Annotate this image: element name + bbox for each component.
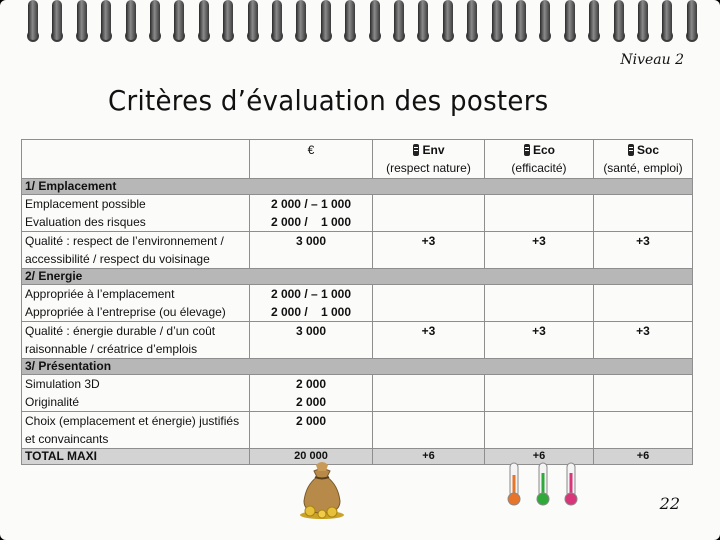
criteria-line: Choix (emplacement et énergie) justifiés et convaincants <box>25 414 240 446</box>
header-env <box>373 140 485 179</box>
criteria-text <box>22 375 250 412</box>
eco-value <box>485 195 594 232</box>
criteria-row <box>22 285 693 322</box>
euro-value <box>250 232 373 269</box>
total-euro: 20 000 <box>250 449 373 465</box>
euro-line: 2 000 / – 1 000 <box>270 197 352 211</box>
eco-value <box>485 412 594 449</box>
thermometer-icon <box>412 144 420 160</box>
section-header-row <box>22 269 693 285</box>
soc-label: Soc <box>636 143 659 157</box>
header-euro: € <box>250 140 373 179</box>
total-label: TOTAL MAXI <box>22 449 250 465</box>
criteria-text <box>22 195 250 232</box>
eco-label: Eco <box>532 143 555 157</box>
criteria-line: Evaluation des risques <box>25 215 146 229</box>
euro-line: 3 000 <box>295 234 327 248</box>
soc-value <box>594 195 693 232</box>
eco-value <box>485 375 594 412</box>
thermometer-soc-icon <box>565 463 577 505</box>
env-sub: (respect nature) <box>386 161 471 175</box>
binding-ring <box>614 0 624 40</box>
env-value: +3 <box>373 232 485 269</box>
env-value <box>373 285 485 322</box>
header-empty-cell <box>22 140 250 179</box>
eco-value: +3 <box>485 322 594 359</box>
eco-sub: (efficacité) <box>511 161 567 175</box>
header-soc <box>594 140 693 179</box>
criteria-line: Qualité : énergie durable / d’un coût raisonnable / créatrice d’emplois <box>25 324 216 356</box>
euro-line: 2 000 <box>295 395 327 409</box>
binding-ring <box>687 0 697 40</box>
binding-ring <box>516 0 526 40</box>
env-value: +3 <box>373 322 485 359</box>
criteria-line: Qualité : respect de l’environnement / accessibilité / respect du voisinage <box>25 234 224 266</box>
section-title: 1/ Emplacement <box>22 179 693 195</box>
binding-ring <box>199 0 209 40</box>
eco-value: +3 <box>485 232 594 269</box>
thermometer-eco-icon <box>537 463 549 505</box>
binding-ring <box>150 0 160 40</box>
binding-ring <box>565 0 575 40</box>
total-soc: +6 <box>594 449 693 465</box>
section-header-row <box>22 359 693 375</box>
binding-ring <box>418 0 428 40</box>
thermometer-icon <box>523 144 531 160</box>
criteria-table <box>21 139 693 465</box>
criteria-text <box>22 412 250 449</box>
env-value <box>373 195 485 232</box>
page-number: 22 <box>659 494 680 513</box>
header-eco <box>485 140 594 179</box>
spiral-binding <box>0 0 720 44</box>
binding-ring <box>370 0 380 40</box>
thermometers-illustration <box>503 461 593 512</box>
binding-ring <box>638 0 648 40</box>
binding-ring <box>101 0 111 40</box>
criteria-line: Appropriée à l’entreprise (ou élevage) <box>25 305 226 319</box>
criteria-line: Simulation 3D <box>25 377 100 391</box>
soc-value <box>594 375 693 412</box>
binding-ring <box>223 0 233 40</box>
header-row <box>22 140 693 179</box>
total-eco: +6 <box>485 449 594 465</box>
section-title: 3/ Présentation <box>22 359 693 375</box>
section-header-row <box>22 179 693 195</box>
criteria-row <box>22 322 693 359</box>
thermometer-env-icon <box>508 463 520 505</box>
euro-value <box>250 375 373 412</box>
env-value <box>373 412 485 449</box>
binding-ring <box>272 0 282 40</box>
criteria-text <box>22 285 250 322</box>
section-title: 2/ Energie <box>22 269 693 285</box>
euro-line: 2 000 / 1 000 <box>270 305 352 319</box>
euro-line: 2 000 <box>295 414 327 428</box>
criteria-row <box>22 375 693 412</box>
criteria-body <box>22 179 693 449</box>
euro-line: 2 000 <box>295 377 327 391</box>
criteria-line: Emplacement possible <box>25 197 146 211</box>
binding-ring <box>662 0 672 40</box>
euro-value <box>250 195 373 232</box>
euro-line: 3 000 <box>295 324 327 338</box>
binding-ring <box>77 0 87 40</box>
criteria-text <box>22 232 250 269</box>
criteria-row <box>22 195 693 232</box>
binding-ring <box>492 0 502 40</box>
binding-ring <box>52 0 62 40</box>
binding-ring <box>126 0 136 40</box>
criteria-line: Appropriée à l’emplacement <box>25 287 175 301</box>
env-value <box>373 375 485 412</box>
binding-ring <box>296 0 306 40</box>
binding-ring <box>467 0 477 40</box>
soc-value: +3 <box>594 232 693 269</box>
binding-ring <box>28 0 38 40</box>
total-env: +6 <box>373 449 485 465</box>
level-label: Niveau 2 <box>620 52 684 68</box>
binding-ring <box>248 0 258 40</box>
soc-sub: (santé, emploi) <box>603 161 683 175</box>
money-bag-icon <box>296 457 348 524</box>
eco-value <box>485 285 594 322</box>
criteria-row <box>22 412 693 449</box>
binding-ring <box>443 0 453 40</box>
binding-ring <box>321 0 331 40</box>
euro-line: 2 000 / – 1 000 <box>270 287 352 301</box>
criteria-text <box>22 322 250 359</box>
euro-value <box>250 285 373 322</box>
euro-line: 2 000 / 1 000 <box>270 215 352 229</box>
criteria-line: Originalité <box>25 395 80 409</box>
binding-ring <box>345 0 355 40</box>
soc-value <box>594 412 693 449</box>
euro-value <box>250 322 373 359</box>
binding-ring <box>394 0 404 40</box>
criteria-row <box>22 232 693 269</box>
env-label: Env <box>422 143 445 157</box>
binding-ring <box>589 0 599 40</box>
binding-ring <box>540 0 550 40</box>
binding-ring <box>174 0 184 40</box>
page-title: Critères d’évaluation des posters <box>108 84 549 117</box>
soc-value: +3 <box>594 322 693 359</box>
euro-value <box>250 412 373 449</box>
thermometer-icon <box>627 144 635 160</box>
soc-value <box>594 285 693 322</box>
